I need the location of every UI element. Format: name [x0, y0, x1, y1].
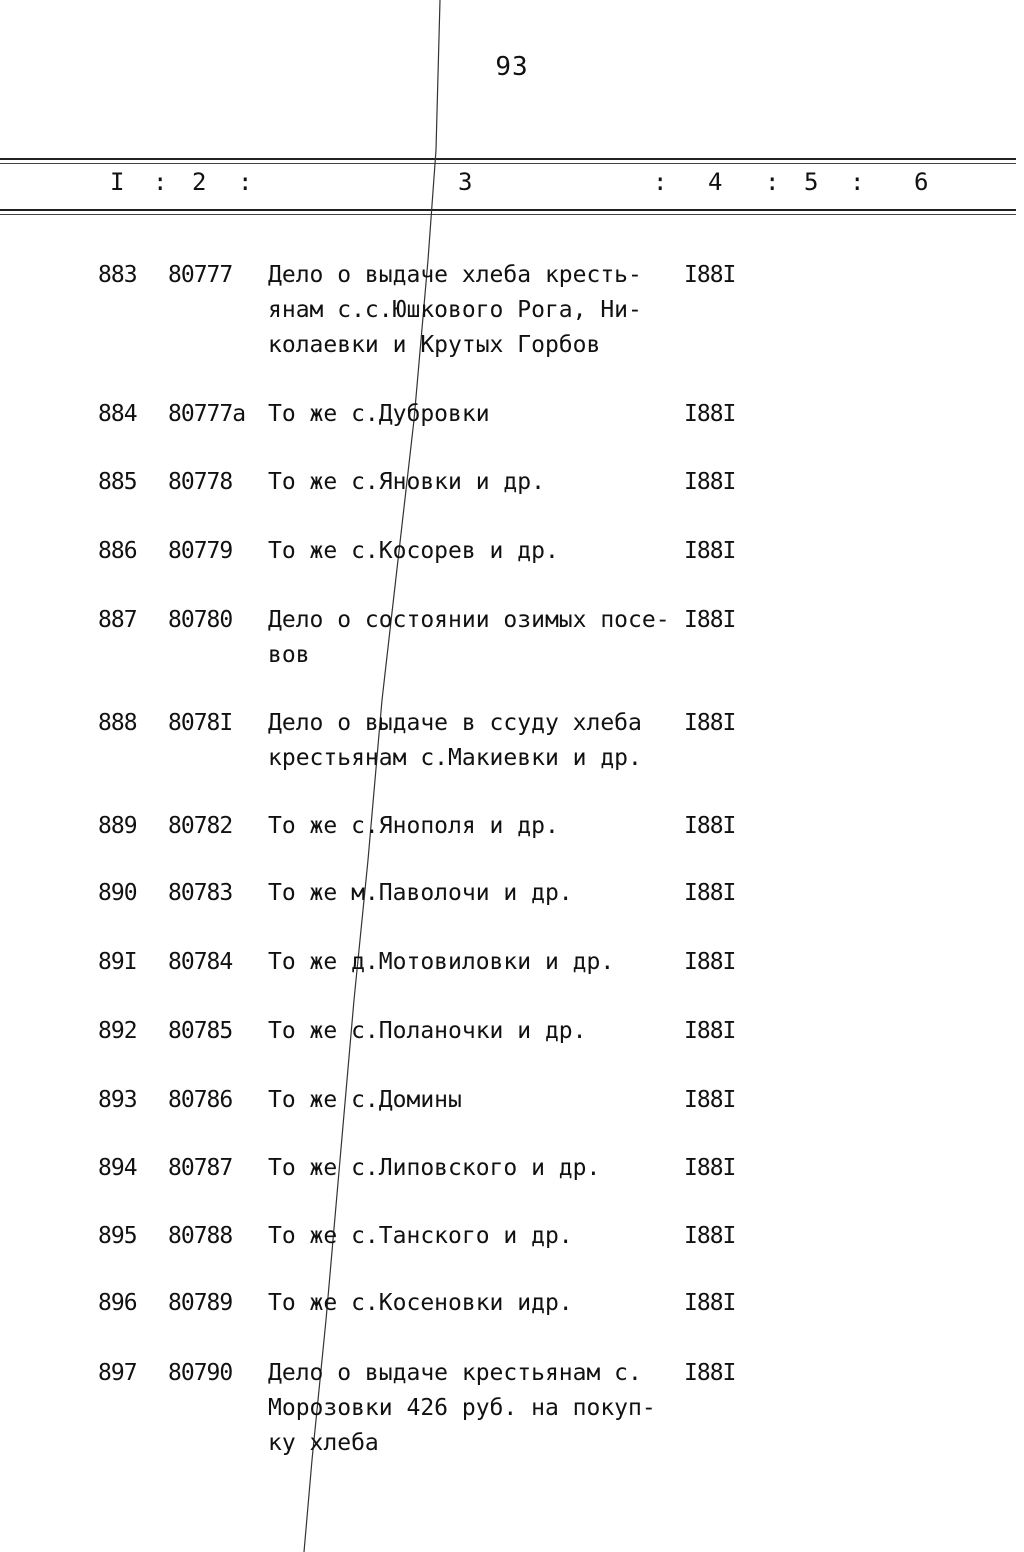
entry-year: I88I: [684, 1223, 736, 1249]
entry-code: 80790: [168, 1360, 233, 1386]
entry-number: 89I: [98, 949, 137, 975]
entry-code: 80783: [168, 880, 233, 906]
header-col-2: 2: [192, 168, 207, 196]
page-number: 93: [495, 52, 529, 82]
header-bottom-rule-thin: [0, 214, 1016, 215]
header-col-3: 3: [458, 168, 473, 196]
entry-year: I88I: [684, 949, 736, 975]
entry-number: 897: [98, 1360, 137, 1386]
entry-description: То же с.Косорев и др.: [268, 538, 559, 564]
entry-year: I88I: [684, 538, 736, 564]
header-separator: :: [850, 168, 865, 196]
entry-number: 889: [98, 813, 137, 839]
entry-description: Дело о состоянии озимых посе- вов: [268, 607, 670, 668]
entry-number: 893: [98, 1087, 137, 1113]
entry-description: То же с.Косеновки идр.: [268, 1290, 573, 1316]
entry-description: То же д.Мотовиловки и др.: [268, 949, 615, 975]
header-col-1: I: [110, 168, 125, 196]
entry-description: То же с.Янополя и др.: [268, 813, 559, 839]
entry-year: I88I: [684, 710, 736, 736]
entry-code: 80788: [168, 1223, 233, 1249]
entry-number: 883: [98, 262, 137, 288]
entry-number: 886: [98, 538, 137, 564]
entry-code: 80777: [168, 262, 233, 288]
entry-code: 80778: [168, 469, 233, 495]
entry-number: 884: [98, 401, 137, 427]
header-separator: :: [153, 168, 168, 196]
entry-description: То же с.Яновки и др.: [268, 469, 545, 495]
entry-year: I88I: [684, 469, 736, 495]
entry-description: То же с.Поланочки и др.: [268, 1018, 587, 1044]
entry-code: 80789: [168, 1290, 233, 1316]
header-col-4: 4: [708, 168, 723, 196]
entry-number: 892: [98, 1018, 137, 1044]
entry-code: 80780: [168, 607, 233, 633]
entry-description: Дело о выдаче в ссуду хлеба крестьянам с.Макиевки и др.: [268, 710, 642, 771]
entry-description: То же с.Липовского и др.: [268, 1155, 601, 1181]
entry-code: 80786: [168, 1087, 233, 1113]
header-separator: :: [238, 168, 253, 196]
entry-description: То же с.Дубровки: [268, 401, 490, 427]
entry-number: 885: [98, 469, 137, 495]
entry-number: 894: [98, 1155, 137, 1181]
entry-description: Дело о выдаче крестьянам с. Морозовки 426 руб. на покуп- ку хлеба: [268, 1360, 656, 1456]
header-col-6: 6: [914, 168, 929, 196]
entry-year: I88I: [684, 1360, 736, 1386]
entry-code: 80779: [168, 538, 233, 564]
entry-year: I88I: [684, 607, 736, 633]
column-header-row: [0, 168, 1024, 200]
entry-code: 80787: [168, 1155, 233, 1181]
header-top-rule-thin: [0, 163, 1016, 164]
entry-year: I88I: [684, 813, 736, 839]
header-col-5: 5: [804, 168, 819, 196]
header-top-rule: [0, 158, 1016, 160]
entry-year: I88I: [684, 1290, 736, 1316]
entry-code: 80785: [168, 1018, 233, 1044]
header-separator: :: [653, 168, 668, 196]
entry-number: 888: [98, 710, 137, 736]
entry-year: I88I: [684, 880, 736, 906]
entry-number: 887: [98, 607, 137, 633]
entry-code: 80782: [168, 813, 233, 839]
entry-year: I88I: [684, 262, 736, 288]
entry-description: Дело о выдаче хлеба кресть- янам с.с.Юшкового Рога, Ни- колаевки и Крутых Горбов: [268, 262, 642, 358]
entry-description: То же с.Танского и др.: [268, 1223, 573, 1249]
entry-number: 890: [98, 880, 137, 906]
entry-year: I88I: [684, 1155, 736, 1181]
header-separator: :: [765, 168, 780, 196]
entry-year: I88I: [684, 401, 736, 427]
entry-year: I88I: [684, 1087, 736, 1113]
entry-number: 895: [98, 1223, 137, 1249]
entry-description: То же с.Домины: [268, 1087, 462, 1113]
entry-code: 80777а: [168, 401, 246, 427]
header-bottom-rule: [0, 209, 1016, 211]
entry-number: 896: [98, 1290, 137, 1316]
entry-description: То же м.Паволочи и др.: [268, 880, 573, 906]
entry-code: 80784: [168, 949, 233, 975]
entry-year: I88I: [684, 1018, 736, 1044]
entry-code: 8078I: [168, 710, 233, 736]
